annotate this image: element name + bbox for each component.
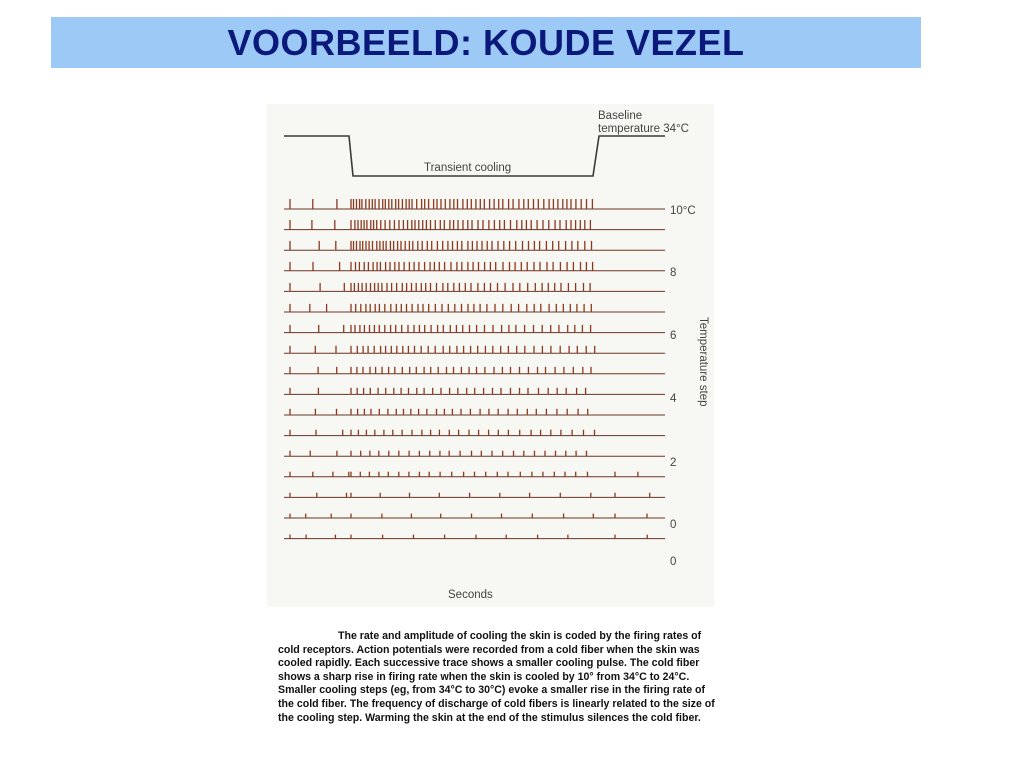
- baseline-label: Baseline: [598, 110, 643, 122]
- spike-trace-7: [284, 325, 665, 333]
- spike-trace-4: [284, 262, 665, 271]
- seconds-label: Seconds: [448, 589, 493, 601]
- step-label-8: 8: [670, 267, 677, 279]
- step-label-0b: 0: [670, 556, 677, 568]
- spike-trace-9: [284, 367, 665, 374]
- spike-trace-6: [284, 304, 665, 312]
- step-label-6: 6: [670, 330, 677, 342]
- spike-trace-8: [284, 346, 665, 353]
- spike-trace-13: [284, 451, 665, 457]
- spike-trace-3: [284, 241, 665, 250]
- title-banner: [51, 17, 921, 68]
- step-label-4: 4: [670, 393, 677, 405]
- step-label-2: 2: [670, 457, 677, 469]
- spike-trace-14: [284, 472, 665, 477]
- spike-trace-10: [284, 388, 665, 395]
- spike-trace-15: [284, 493, 665, 498]
- spike-trace-12: [284, 430, 665, 436]
- spike-trace-11: [284, 409, 665, 415]
- spike-train-diagram: [267, 104, 714, 607]
- spike-traces: [284, 199, 665, 539]
- slide-title: VOORBEELD: KOUDE VEZEL: [227, 21, 745, 63]
- spike-trace-5: [284, 283, 665, 292]
- spike-trace-1: [284, 199, 665, 209]
- cold-fiber-figure: [267, 104, 714, 607]
- step-label-0a: 0: [670, 519, 677, 531]
- spike-trace-2: [284, 220, 665, 230]
- cooling-label: Transient cooling: [424, 162, 512, 174]
- spike-trace-17: [284, 535, 665, 539]
- temperature-step-axis-title: Temperature step: [697, 317, 709, 407]
- figure-caption: The rate and amplitude of cooling the skin is coded by the firing rates of cold receptors. Action potentials were recorded from a cold fiber when the skin was cooled rapidly. Each successive trace shows a smaller cooling pulse. The cold fiber shows a sharp rise in firing rate when the skin is cooled by 10° from 34°C to 24°C. Smaller cooling steps (eg, from 34°C to 30°C) evoke a smaller rise in the firing rate of the cold fiber. The frequency of discharge of cold fibers is linearly related to the size of the cooling step. Warming the skin at the end of the stimulus silences the cold fiber.: [278, 630, 715, 724]
- baseline-temp-label: temperature 34°C: [598, 123, 689, 135]
- spike-trace-16: [284, 514, 665, 518]
- step-label-10: 10°C: [670, 205, 696, 217]
